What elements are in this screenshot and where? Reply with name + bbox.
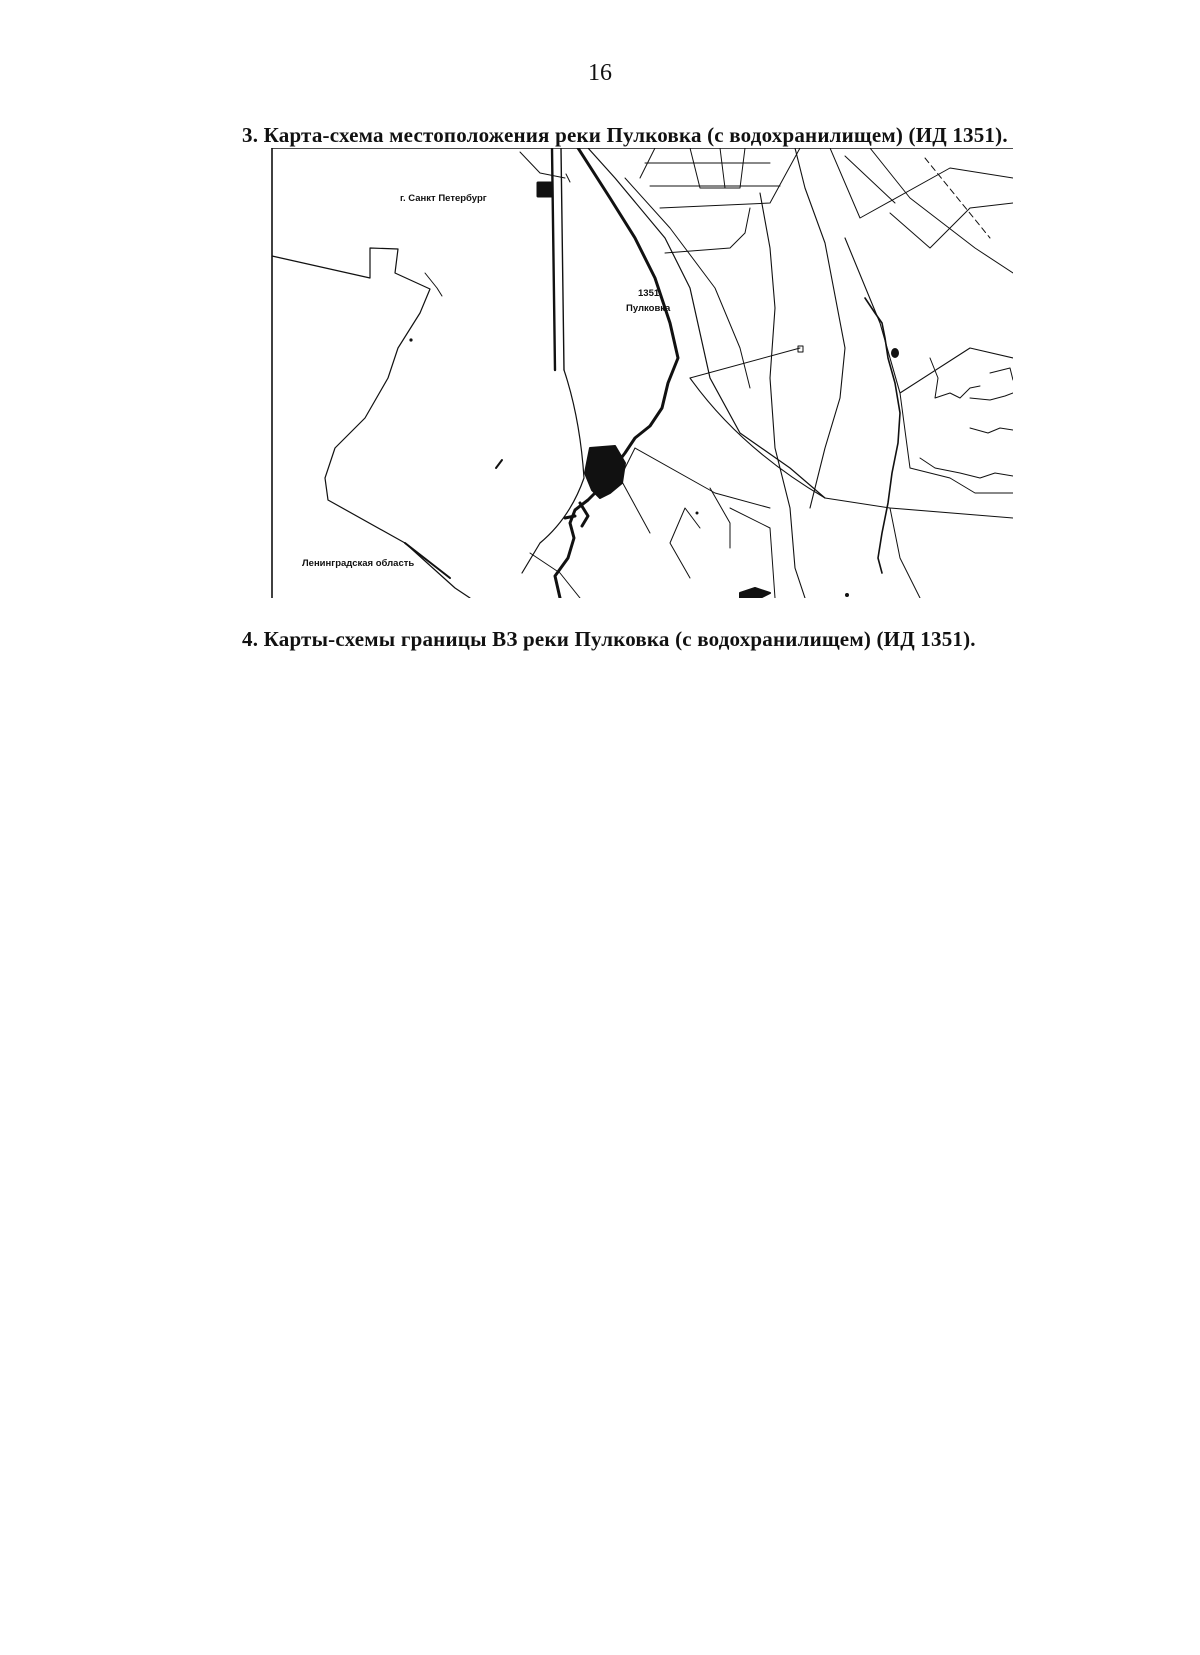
label-river-id: 1351 bbox=[638, 288, 660, 299]
road-main-west bbox=[552, 148, 555, 370]
road-northeast-dashed bbox=[925, 158, 990, 238]
building-block bbox=[538, 183, 552, 196]
road-grid-2 bbox=[720, 148, 725, 188]
pond-east bbox=[891, 348, 899, 358]
road-northeast-3 bbox=[890, 203, 1013, 248]
road-south bbox=[522, 370, 584, 573]
road-cross-2 bbox=[690, 378, 1013, 518]
location-map bbox=[270, 148, 1013, 598]
label-river-name: Пулковка bbox=[626, 303, 671, 314]
stream-east-6 bbox=[920, 458, 1013, 478]
label-region: Ленинградская область bbox=[302, 558, 415, 569]
road-north-5 bbox=[665, 208, 750, 253]
location-map-drawing bbox=[270, 148, 1013, 598]
stream-east-4 bbox=[990, 368, 1013, 380]
map-dot bbox=[409, 338, 412, 341]
section-heading-boundary-maps: 4. Карты-схемы границы ВЗ реки Пулковка (с водохранилищем) (ИД 1351). bbox=[242, 627, 976, 651]
map-dot-2 bbox=[696, 512, 699, 515]
label-city: г. Санкт Петербург bbox=[400, 193, 487, 204]
small-stream bbox=[425, 273, 442, 296]
region-boundary bbox=[272, 248, 470, 598]
road-cross-6 bbox=[730, 508, 775, 598]
road-cross-5 bbox=[670, 508, 700, 578]
road-east-4 bbox=[900, 393, 1013, 493]
map-mark bbox=[496, 460, 502, 468]
road-diagonal-1 bbox=[588, 148, 825, 498]
stream-east-5 bbox=[970, 428, 1013, 433]
section-heading-location-map: 3. Карта-схема местоположения реки Пулковка (с водохранилищем) (ИД 1351). bbox=[242, 123, 1008, 147]
stream-east-2 bbox=[930, 358, 980, 398]
road-east-2 bbox=[795, 148, 845, 508]
road-main-west-2 bbox=[561, 148, 564, 370]
road-east-3 bbox=[845, 238, 1013, 393]
reservoir bbox=[585, 446, 625, 498]
road-spur bbox=[520, 152, 565, 178]
road-cross-4 bbox=[710, 488, 730, 548]
road-northeast-1 bbox=[830, 148, 1013, 218]
stream-east-3 bbox=[970, 393, 1013, 400]
river-bend bbox=[565, 516, 575, 518]
page-number: 16 bbox=[588, 60, 612, 86]
road-north-2 bbox=[660, 148, 800, 208]
road-northeast-4 bbox=[845, 156, 895, 203]
map-dot-3 bbox=[845, 593, 849, 597]
river-pulkovka bbox=[555, 148, 678, 598]
river-lower bbox=[580, 503, 588, 526]
road-cross-3 bbox=[635, 448, 770, 508]
road-tick bbox=[566, 174, 570, 182]
map-dark-patch bbox=[740, 588, 770, 598]
road-east-1 bbox=[760, 193, 805, 598]
road-east-5 bbox=[890, 508, 920, 598]
road-northeast-2 bbox=[870, 148, 1013, 273]
road-grid-1 bbox=[690, 148, 745, 188]
map-building bbox=[798, 346, 803, 352]
